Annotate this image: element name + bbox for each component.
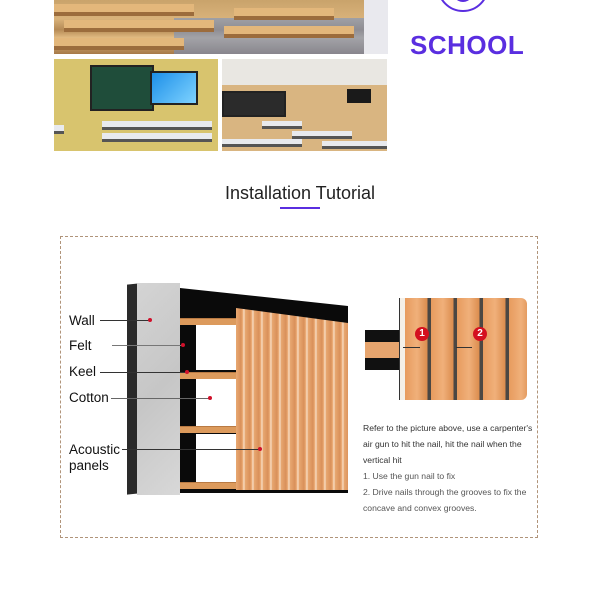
- label-felt: Felt: [69, 338, 92, 353]
- step-1: 1. Use the gun nail to fix: [363, 471, 456, 481]
- marker-felt: [181, 343, 185, 347]
- intro-line-1: Refer to the picture above, use a carpenter's: [363, 423, 533, 433]
- leader-felt: [112, 345, 182, 346]
- title-underline: [280, 207, 320, 209]
- label-panels: panels: [69, 458, 109, 473]
- section-title: Installation Tutorial: [224, 183, 376, 203]
- marker-cotton: [208, 396, 212, 400]
- label-cotton: Cotton: [69, 390, 109, 405]
- instructions-text: [363, 420, 543, 516]
- intro-line-2: air gun to hit the nail, hit the nail when the: [363, 439, 522, 449]
- label-acoustic: Acoustic: [69, 442, 121, 457]
- label-keel: Keel: [69, 364, 97, 379]
- classroom-smartboard-photo: [54, 59, 218, 151]
- leader-cotton: [111, 398, 209, 399]
- application-label: SCHOOL: [410, 30, 525, 60]
- leader-wall: [100, 320, 150, 321]
- marker-keel: [185, 370, 189, 374]
- intro-line-3: vertical hit: [363, 455, 402, 465]
- step-2-line-2: concave and convex grooves.: [363, 503, 477, 513]
- step-2-line-1: 2. Drive nails through the grooves to fix the: [363, 487, 527, 497]
- marker-wall: [148, 318, 152, 322]
- step-marker-1: 1: [415, 327, 429, 341]
- classroom-rows-photo: [222, 59, 387, 151]
- leader-keel: [100, 372, 186, 373]
- step-marker-2: 2: [473, 327, 487, 341]
- classroom-desks-photo: [54, 0, 388, 54]
- label-wall: Wall: [69, 313, 95, 328]
- acoustic-panels-graphic: [236, 308, 348, 490]
- marker-acoustic: [258, 447, 262, 451]
- leader-acoustic: [122, 449, 260, 450]
